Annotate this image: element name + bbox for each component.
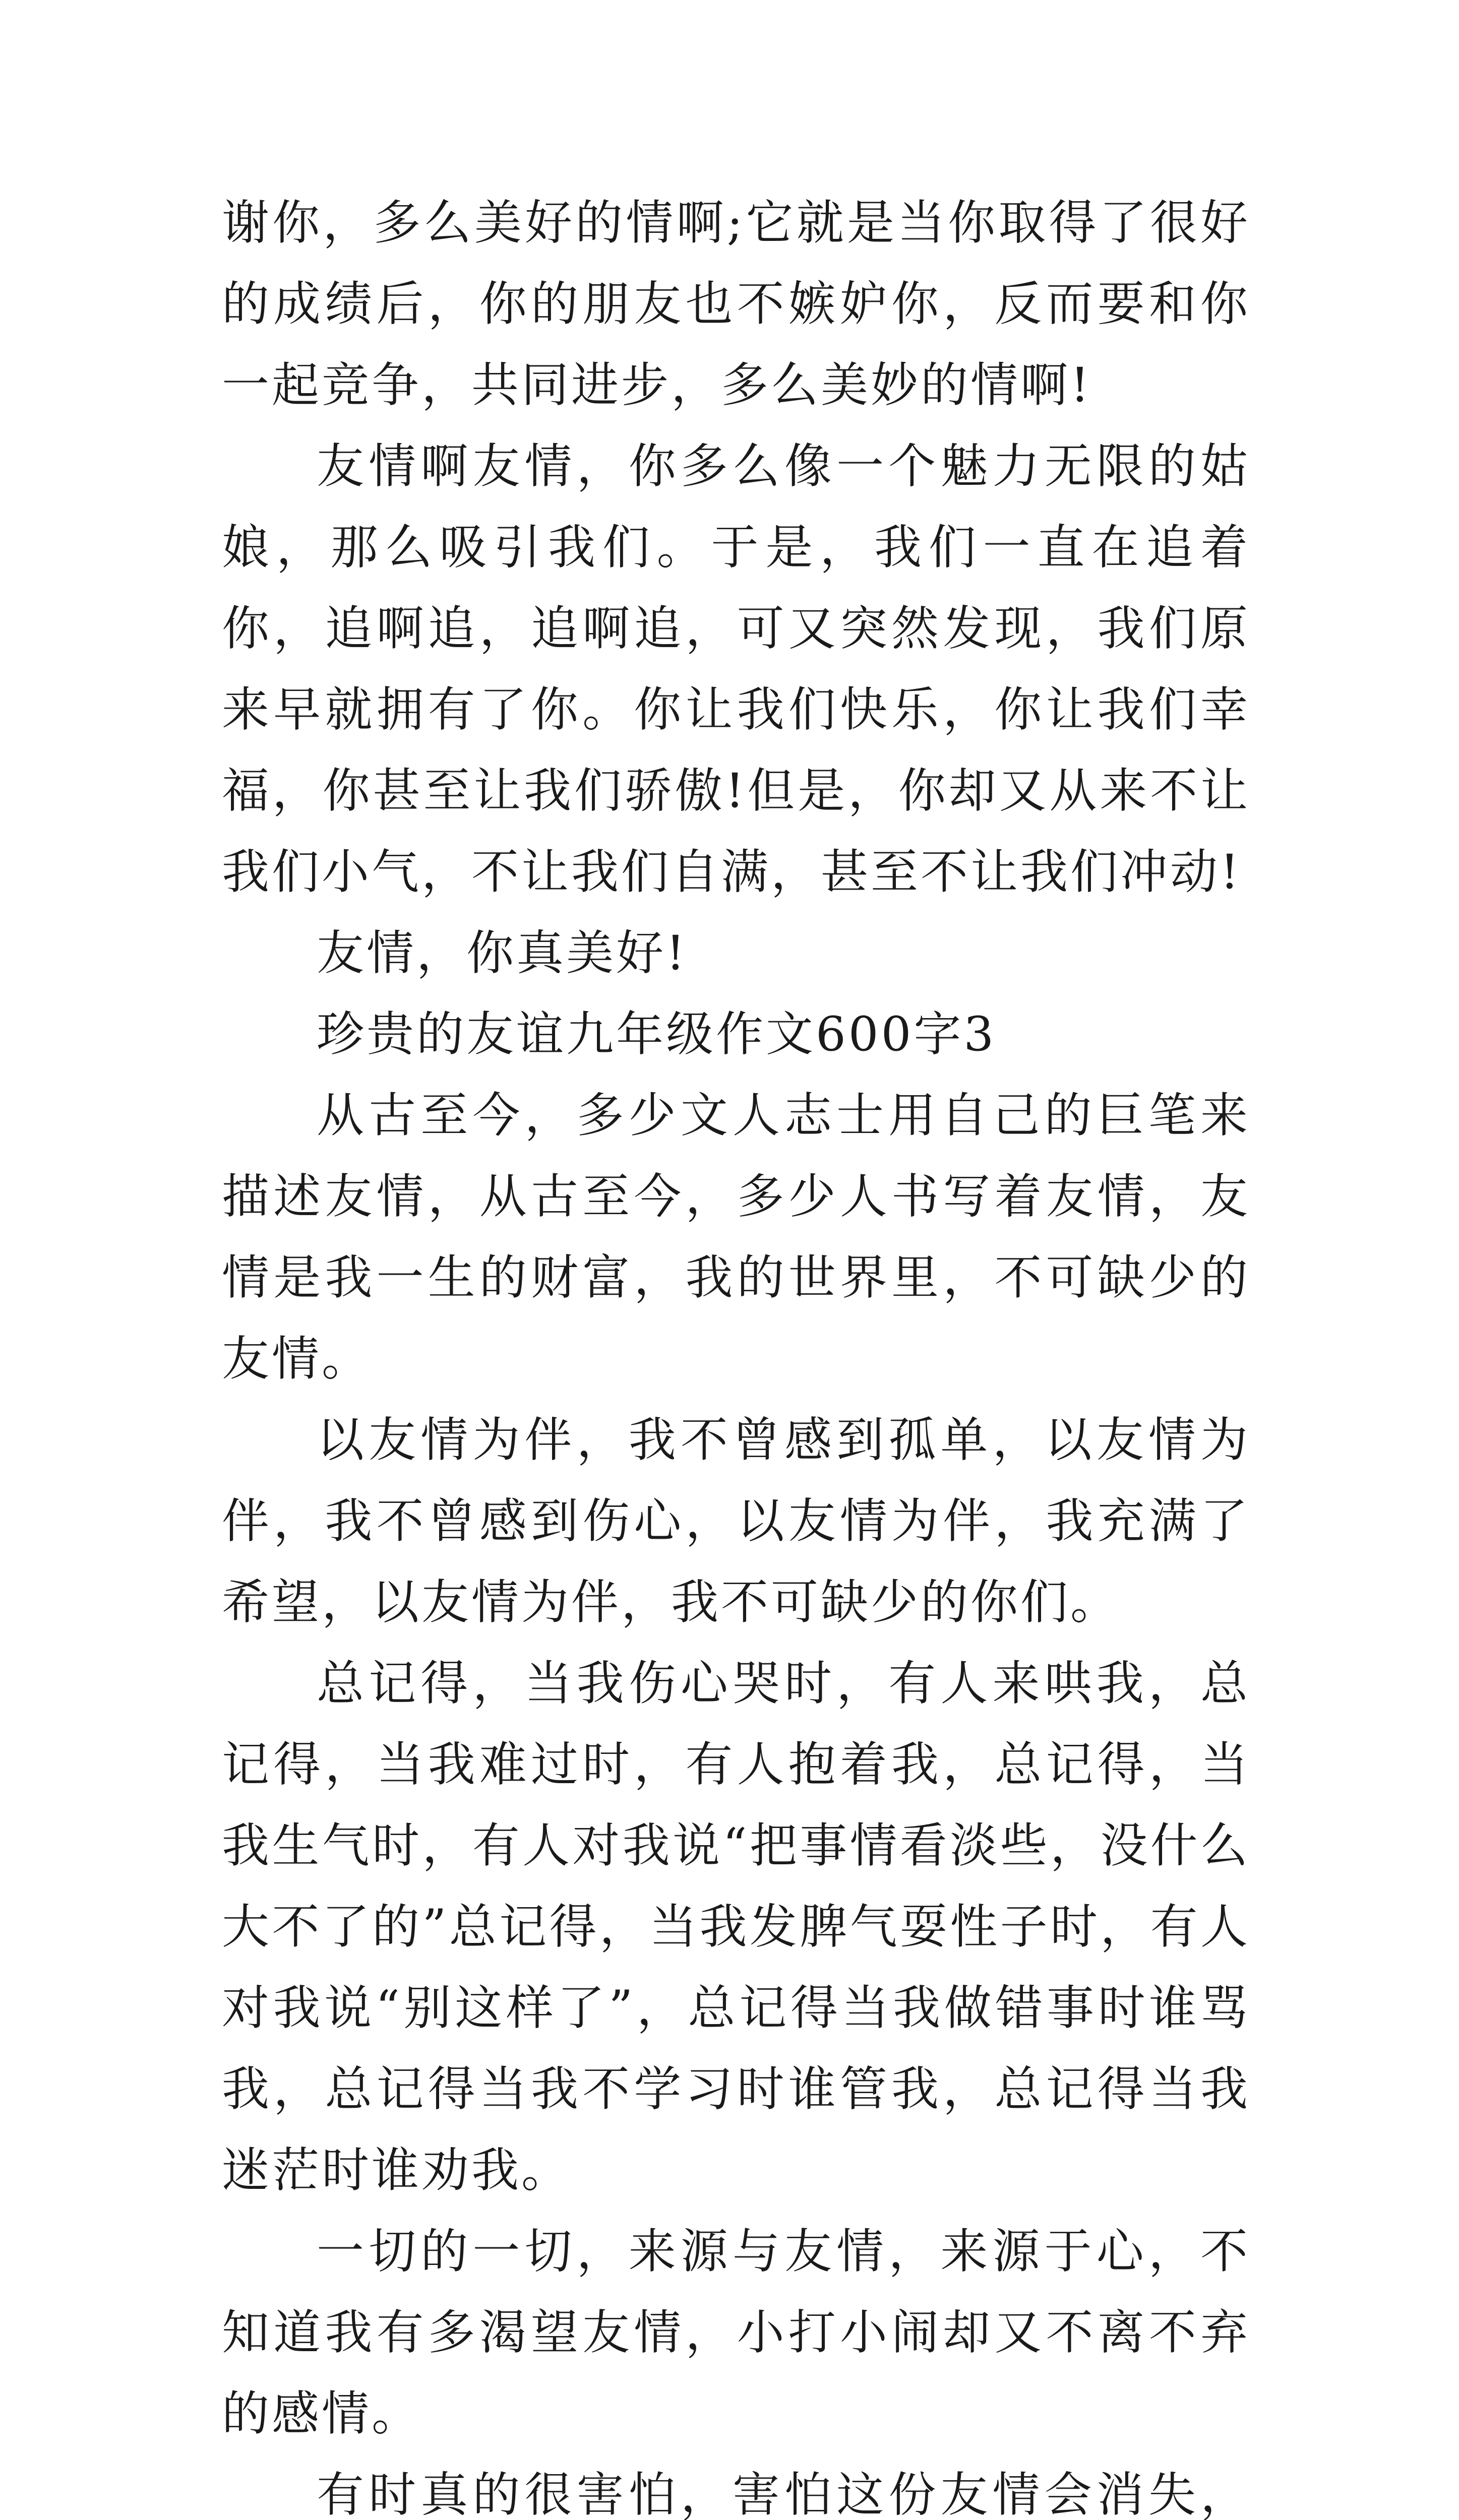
paragraph-6: 总记得，当我伤心哭时，有人来哄我，总记得，当我难过时，有人抱着我，总记得，当我生气时，有人对我说“把事情看淡些，没什么大不了的”总记得，当我发脾气耍性子时，有人对我说“别这样了”，总记得当我做错事时谁骂我，总记得当我不学习时谁管我，总记得当我迷茫时谁劝我。	[222, 1656, 1250, 2198]
paragraph-3: 友情，你真美好!	[317, 926, 688, 981]
paragraph-7: 一切的一切，来源与友情，来源于心，不知道我有多渴望友情，小打小闹却又不离不弃的感情。	[222, 2224, 1250, 2441]
paragraph-5: 以友情为伴，我不曾感到孤单，以友情为伴，我不曾感到伤心，以友情为伴，我充满了希望，以友情为伴，我不可缺少的你们。	[222, 1413, 1250, 1630]
paragraph-2: 友情啊友情，你多么像一个魅力无限的姑娘，那么吸引我们。于是，我们一直在追着你，追啊追，追啊追，可又突然发现，我们原来早就拥有了你。你让我们快乐，你让我们幸福，你甚至让我们骄傲!但是，你却又从来不让我们小气，不让我们自满，甚至不让我们冲动!	[222, 439, 1250, 900]
paragraph-1: 谢你，多么美好的情啊;它就是当你取得了很好的成绩后，你的朋友也不嫉妒你，反而要和你一起竞争，共同进步，多么美妙的情啊!	[222, 196, 1250, 413]
document-body	[222, 182, 1250, 2520]
section-heading: 珍贵的友谊九年级作文600字3	[317, 1007, 997, 1062]
paragraph-8: 有时真的很害怕，害怕这份友情会消失，	[317, 2468, 1250, 2520]
paragraph-4: 从古至今，多少文人志士用自己的巨笔来描述友情，从古至今，多少人书写着友情，友情是我一生的财富，我的世界里，不可缺少的友情。	[222, 1088, 1250, 1387]
